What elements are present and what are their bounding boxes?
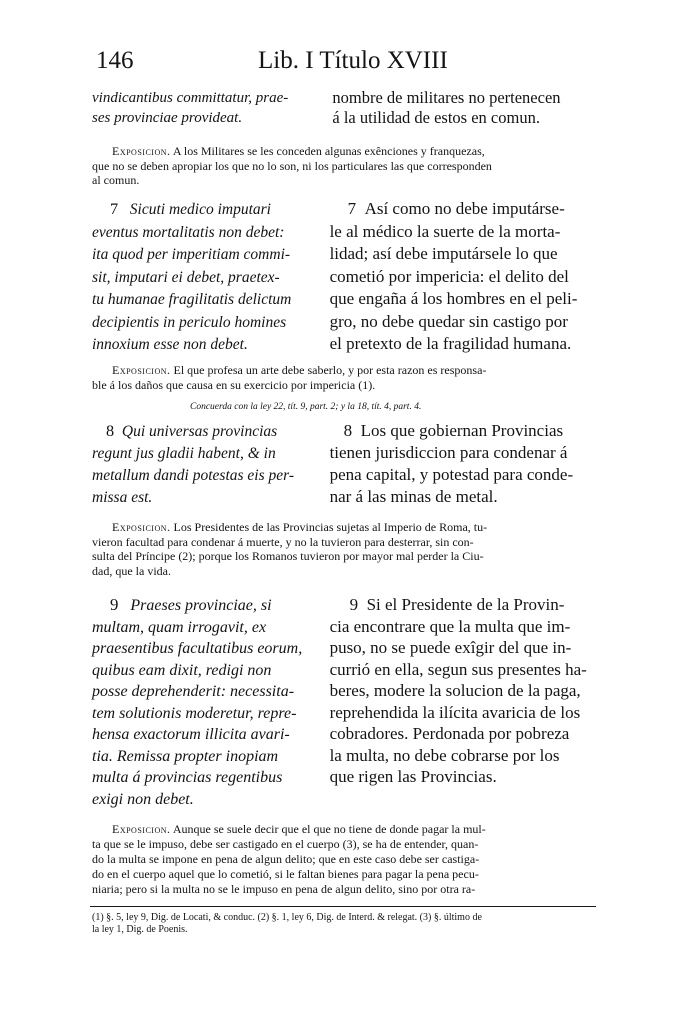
spanish-line: nar á las minas de metal. (329, 487, 498, 506)
page-number: 146 (96, 47, 134, 74)
spanish-line: que engaña á los hombres en el peli- (329, 289, 578, 308)
latin-line (92, 198, 320, 222)
exposicion-label: Exposicion. (112, 822, 171, 836)
section-9 (92, 594, 614, 810)
latin-column (92, 420, 320, 509)
latin-line-text: Qui universas provincias (121, 423, 278, 440)
exposicion-block (92, 363, 612, 392)
exposicion-block (92, 144, 612, 188)
spanish-line: puso, no se puede exîgir del que in- (329, 638, 572, 657)
spanish-line: que rigen las Provincias. (329, 767, 497, 786)
footnote-rule (90, 906, 596, 907)
spanish-line: cia encontrare que la multa que im- (329, 616, 571, 636)
spanish-line: lidad; así debe imputársele lo que (329, 244, 558, 263)
exposicion-line (92, 822, 612, 837)
spanish-line-text: Si el Presidente de la Provin- (366, 595, 565, 614)
exposicion-line (92, 363, 612, 378)
latin-line: eventus mortalitatis non debet: (92, 223, 285, 241)
section-8 (92, 420, 614, 509)
latin-column (92, 198, 320, 357)
page-header (96, 47, 616, 81)
latin-line: posse deprehenderit: necessita- (92, 683, 295, 700)
spanish-line: currió en ella, segun sus presentes ha- (329, 659, 587, 679)
spanish-line (330, 420, 614, 442)
concordance-note: Concuerda con la ley 22, tít. 9, part. 2; y la 18, tít. 4, part. 4. (190, 402, 422, 412)
latin-line: metallum dandi potestas eis per- (92, 467, 295, 484)
exposicion-line: dad, que la vida. (92, 563, 171, 578)
exposicion-line: ta que se le impuso, debe ser castigado en el cuerpo (3), se ha de entender, quan- (92, 837, 479, 851)
footnote-line: (1) §. 5, ley 9, Dig. de Locati, & conduc. (2) §. 1, ley 6, Dig. de Interd. & relegat. (3) §. último de (92, 912, 482, 923)
section-number: 7 (347, 199, 357, 218)
latin-line: quibus eam dixit, redigi non (92, 661, 272, 679)
footnote-line: la ley 1, Dig. de Poenis. (92, 924, 188, 935)
exposicion-line: do en el cuerpo aquel que lo cometió, si le faltan bienes para pagar la pena pecu- (92, 867, 479, 881)
latin-line: ita quod per imperitiam commi- (92, 246, 291, 263)
latin-line: missa est. (92, 489, 153, 506)
latin-line: decipientis in periculo homines (92, 313, 287, 331)
exposicion-text: Los Presidentes de las Provincias sujetas al Imperio de Roma, tu- (173, 520, 488, 534)
exposicion-line: vieron facultad para condenar á muerte, y no la tuvieron para desterrar, sin con- (92, 534, 474, 549)
exposicion-label: Exposicion. (112, 144, 171, 158)
exposicion-line: niaria; pero si la multa no se le impuso en pena de algun delito, sino por otra ra- (92, 882, 476, 896)
latin-line: hensa exactorum illicita avari- (92, 726, 290, 743)
section-number: 8 (106, 422, 115, 440)
spanish-line: á la utilidad de estos en comun. (332, 108, 540, 127)
exposicion-label: Exposicion. (112, 363, 171, 377)
exposicion-text: El que profesa un arte debe saberlo, y por esta razon es responsa- (173, 363, 487, 377)
exposicion-text: A los Militares se les conceden algunas exênciones y franquezas, (172, 144, 485, 158)
section-number: 9 (349, 595, 359, 614)
spanish-line: la multa, no debe cobrarse por los (329, 745, 560, 765)
exposicion-line: sulta del Príncipe (2); porque los Romanos tuvieron por mayor mal perder la Ciu- (92, 549, 484, 563)
latin-line: praesentibus facultatibus eorum, (92, 640, 303, 657)
spanish-line (330, 594, 614, 616)
spanish-line-text: Los que gobiernan Provincias (360, 421, 564, 440)
latin-line: tia. Remissa propter inopiam (92, 747, 279, 765)
latin-line: ses provinciae provideat. (92, 110, 243, 126)
section-number: 9 (110, 595, 119, 614)
exposicion-label: Exposicion. (112, 520, 171, 534)
spanish-line: beres, modere la solucion de la paga, (329, 681, 581, 700)
latin-line: vindicantibus committatur, prae- (92, 90, 289, 106)
latin-line: tu humanae fragilitatis delictum (92, 291, 292, 308)
latin-column (92, 88, 324, 128)
exposicion-line (92, 520, 612, 535)
spanish-line: el pretexto de la fragilidad humana. (329, 334, 572, 353)
exposicion-line: al comun. (92, 173, 140, 187)
footnotes (92, 912, 600, 936)
spanish-column (324, 88, 612, 128)
latin-line (92, 420, 320, 443)
latin-line-text: Praeses provinciae, si (130, 597, 272, 614)
spanish-line: le al médico la suerte de la morta- (329, 221, 561, 241)
exposicion-block (92, 520, 612, 578)
spanish-column (320, 198, 614, 357)
section-number: 8 (343, 421, 353, 440)
section-7 (92, 198, 614, 357)
spanish-line: cometió por impericia: el delito del (329, 266, 569, 286)
spanish-column (320, 594, 614, 810)
latin-line: tem solutionis moderetur, repre- (92, 704, 297, 722)
exposicion-text: Aunque se suele decir que el que no tiene de donde pagar la mul- (172, 822, 486, 836)
latin-line: multam, quam irrogavit, ex (92, 618, 267, 636)
spanish-line: gro, no debe quedar sin castigo por (329, 311, 568, 331)
latin-line: innoxium esse non debet. (92, 336, 248, 353)
spanish-line: tienen jurisdiccion para condenar á (329, 443, 568, 462)
spanish-line (330, 198, 614, 221)
latin-line (92, 594, 320, 617)
latin-column (92, 594, 320, 810)
section-number: 7 (110, 200, 119, 218)
spanish-line: nombre de militares no pertenecen (332, 88, 561, 107)
spanish-line: pena capital, y potestad para conde- (329, 465, 574, 484)
running-title: Lib. I Título XVIII (258, 47, 448, 74)
spanish-line-text: Así como no debe imputárse- (364, 199, 565, 218)
spanish-line: reprehendida la ilícita avaricia de los (329, 702, 581, 722)
latin-line: sit, imputari ei debet, praetex- (92, 268, 280, 286)
latin-line: regunt jus gladii habent, & in (92, 445, 276, 462)
exposicion-line: do la multa se impone en pena de algun delito; que en este caso debe ser castiga- (92, 852, 480, 866)
spanish-line: cobradores. Perdonada por pobreza (329, 724, 570, 743)
exposicion-line: que no se deben apropiar los que no lo son, ni los particulares las que corresponden (92, 158, 492, 173)
latin-line: multa á provincias regentibus (92, 769, 283, 786)
exposicion-line: ble á los daños que causa en su exercicio por impericia (1). (92, 377, 376, 392)
exposicion-line (92, 144, 612, 159)
section-continued (92, 88, 612, 128)
latin-line-text: Sicuti medico imputari (129, 201, 271, 218)
exposicion-block (92, 822, 612, 897)
spanish-column (320, 420, 614, 509)
latin-line: exigi non debet. (92, 790, 194, 808)
